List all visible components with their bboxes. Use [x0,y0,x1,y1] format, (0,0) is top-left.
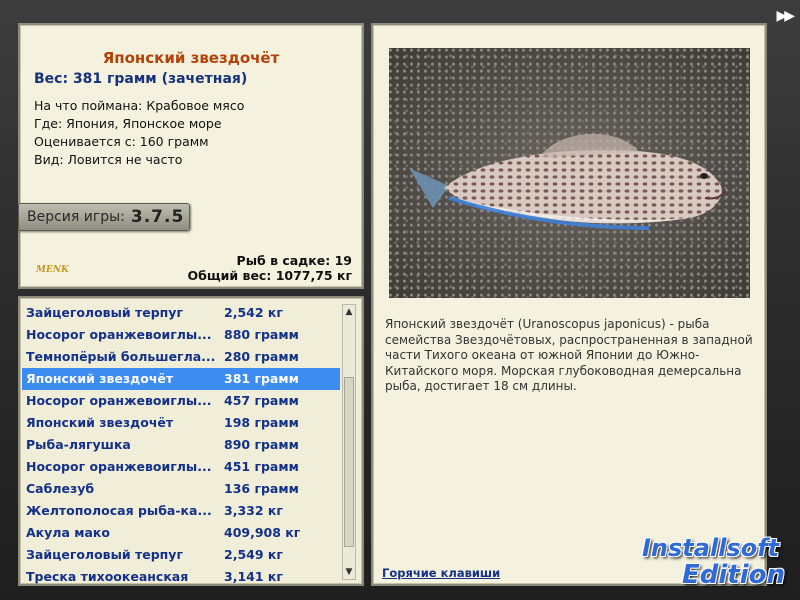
list-scrollbar[interactable] [342,304,356,580]
catch-fish-name: Носорог оранжевоиглы... [26,459,212,474]
fish-weight: Вес: 381 грамм (зачетная) [34,71,248,87]
catch-fish-weight: 3,332 кг [224,503,283,518]
scroll-up-icon[interactable]: ▲ [345,307,353,317]
watermark-line-2: Edition [682,560,785,590]
catch-list-row[interactable] [22,412,340,434]
catch-fish-weight: 880 грамм [224,327,299,342]
scroll-thumb[interactable] [344,377,354,547]
fish-photo [389,48,750,298]
catch-list-row[interactable] [22,434,340,456]
fish-photo-panel [371,23,767,586]
catch-fish-name: Треска тихоокеанская [26,569,189,584]
basket-count: Рыб в садке: 19 [236,253,352,268]
catch-fish-name: Желтополосая рыба-ка... [26,503,212,518]
catch-list-row[interactable] [22,522,340,544]
catch-list-row[interactable] [22,500,340,522]
total-weight: Общий вес: 1077,75 кг [187,268,352,283]
catch-list [22,302,340,588]
catch-fish-weight: 457 грамм [224,393,299,408]
fish-description: Японский звездочёт (Uranoscopus japonicus) - рыба семейства Звездочётовых, распространенная в западной части Тихого океана от южной Японии до Южно-Китайского моря. Морская глубоководная демерсальна рыба, достигает 18 см длины. [385,317,753,393]
catch-fish-weight: 2,549 кг [224,547,283,562]
catch-fish-weight: 451 грамм [224,459,299,474]
catch-fish-weight: 198 грамм [224,415,299,430]
catch-fish-weight: 3,141 кг [224,569,283,584]
catch-list-row[interactable] [22,346,340,368]
catch-fish-name: Носорог оранжевоиглы... [26,393,212,408]
catch-fish-name: Темнопёрый большегла... [26,349,216,364]
catch-list-row[interactable] [22,566,340,588]
fast-forward-icon[interactable]: ▶▶ [776,8,792,24]
bait-text: На что поймана: Крабовое мясо [34,98,245,113]
version-label: Версия игры: [27,209,125,225]
rarity-text: Вид: Ловится не часто [34,152,183,167]
catch-list-row[interactable] [22,544,340,566]
basket-summary [188,253,353,283]
catch-fish-name: Зайцеголовый терпуг [26,547,183,562]
scroll-down-icon[interactable]: ▼ [345,567,353,577]
location-text: Где: Япония, Японское море [34,116,222,131]
catch-list-row[interactable] [22,324,340,346]
catch-fish-weight: 409,908 кг [224,525,301,540]
catch-list-row[interactable] [22,478,340,500]
catch-list-row[interactable] [22,302,340,324]
fish-info-panel [18,23,364,289]
catch-fish-name: Саблезуб [26,481,95,496]
game-version-badge [18,203,190,231]
catch-fish-name: Японский звездочёт [26,415,174,430]
catch-fish-name: Акула мако [26,525,110,540]
catch-list-panel [18,296,364,586]
watermark-line-1: Installsoft [642,534,780,562]
catch-fish-weight: 280 грамм [224,349,299,364]
rated-from-text: Оценивается с: 160 грамм [34,134,209,149]
catch-fish-weight: 381 грамм [224,371,299,386]
hotkeys-link[interactable]: Горячие клавиши [382,566,501,580]
catch-fish-weight: 2,542 кг [224,305,283,320]
catch-fish-weight: 136 грамм [224,481,299,496]
catch-fish-name: Японский звездочёт [26,371,174,386]
catch-fish-name: Носорог оранжевоиглы... [26,327,212,342]
catch-fish-name: Зайцеголовый терпуг [26,305,183,320]
catch-list-row[interactable] [22,456,340,478]
catch-list-row[interactable] [22,368,340,390]
version-number: 3.7.5 [130,207,185,227]
fish-details [34,97,244,169]
catch-fish-weight: 890 грамм [224,437,299,452]
catch-fish-name: Рыба-лягушка [26,437,131,452]
fish-title: Японский звездочёт [102,49,280,67]
catch-list-row[interactable] [22,390,340,412]
stargazer-fish-image [389,48,750,298]
menk-logo: MENK [36,265,69,275]
